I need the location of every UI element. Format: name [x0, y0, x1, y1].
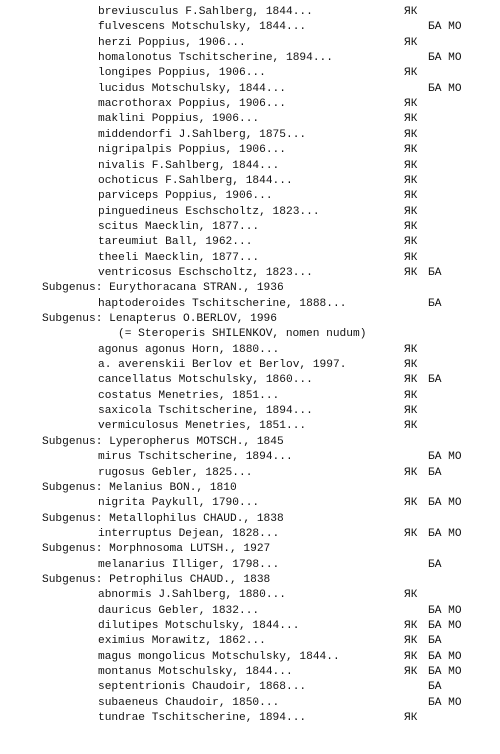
region-code-yakutia: ЯК [404, 389, 418, 402]
region-codes: БА МО [428, 451, 462, 464]
region-codes: БА [428, 681, 442, 694]
species-name: lucidus Motschulsky, 1844... [98, 82, 286, 95]
species-name: nivalis F.Sahlberg, 1844... [98, 159, 280, 172]
synonym-note [0, 326, 500, 342]
species-entry [0, 618, 500, 634]
species-entry [0, 219, 500, 235]
region-code-yakutia: ЯК [404, 67, 418, 80]
species-entry [0, 127, 500, 143]
region-code-yakutia: ЯК [404, 420, 418, 433]
region-code-yakutia: ЯК [404, 159, 418, 172]
region-code-yakutia: ЯК [404, 113, 418, 126]
species-name: haptoderoides Tschitscherine, 1888... [98, 297, 347, 310]
species-name: melanarius Illiger, 1798... [98, 558, 280, 571]
species-name: saxicola Tschitscherine, 1894... [98, 405, 313, 418]
species-name: nigripalpis Poppius, 1906... [98, 144, 286, 157]
species-name: homalonotus Tschitscherine, 1894... [98, 52, 333, 65]
region-codes: БА МО [428, 21, 462, 34]
species-entry [0, 664, 500, 680]
subgenus-name: Subgenus: Petrophilus CHAUD., 1838 [42, 573, 271, 586]
species-entry [0, 250, 500, 266]
region-code-yakutia: ЯК [404, 405, 418, 418]
region-code-yakutia: ЯК [404, 220, 418, 233]
species-name: septentrionis Chaudoir, 1868... [98, 681, 307, 694]
species-entry [0, 449, 500, 465]
region-code-yakutia: ЯК [404, 205, 418, 218]
species-name: agonus agonus Horn, 1880... [98, 343, 280, 356]
species-entry [0, 4, 500, 20]
species-name: ochoticus F.Sahlberg, 1844... [98, 174, 293, 187]
species-name: cancellatus Motschulsky, 1860... [98, 374, 313, 387]
subgenus-name: Subgenus: Eurythoracana STRAN., 1936 [42, 282, 284, 295]
region-code-yakutia: ЯК [404, 466, 418, 479]
species-entry [0, 204, 500, 220]
species-name: dauricus Gebler, 1832... [98, 604, 260, 617]
species-name: montanus Motschulsky, 1844... [98, 666, 293, 679]
species-entry [0, 403, 500, 419]
species-entry [0, 526, 500, 542]
note-text: (= Steroperis SHILENKOV, nomen nudum) [118, 328, 367, 341]
region-codes: БА [428, 466, 442, 479]
subgenus-name: Subgenus: Morphnosoma LUTSH., 1927 [42, 543, 271, 556]
species-entry [0, 388, 500, 404]
region-codes: БА МО [428, 604, 462, 617]
region-code-yakutia: ЯК [404, 98, 418, 111]
region-codes: БА МО [428, 497, 462, 510]
species-name: eximius Morawitz, 1862... [98, 635, 266, 648]
subgenus-heading [0, 311, 500, 327]
region-codes: БА [428, 635, 442, 648]
species-entry [0, 603, 500, 619]
species-name: abnormis J.Sahlberg, 1880... [98, 589, 286, 602]
region-code-yakutia: ЯК [404, 266, 418, 279]
species-entry [0, 679, 500, 695]
subgenus-heading [0, 511, 500, 527]
region-code-yakutia: ЯК [404, 527, 418, 540]
species-entry [0, 342, 500, 358]
species-entry [0, 19, 500, 35]
region-code-yakutia: ЯК [404, 359, 418, 372]
species-entry [0, 81, 500, 97]
species-entry [0, 557, 500, 573]
species-entry [0, 465, 500, 481]
species-entry [0, 495, 500, 511]
region-codes: БА МО [428, 52, 462, 65]
region-code-yakutia: ЯК [404, 589, 418, 602]
species-entry [0, 296, 500, 312]
species-entry [0, 65, 500, 81]
species-name: scitus Maecklin, 1877... [98, 220, 260, 233]
region-code-yakutia: ЯК [404, 251, 418, 264]
species-name: tundrae Tschitscherine, 1894... [98, 712, 307, 725]
region-codes: БА МО [428, 696, 462, 709]
species-entry [0, 158, 500, 174]
species-entry [0, 418, 500, 434]
region-code-yakutia: ЯК [404, 236, 418, 249]
region-code-yakutia: ЯК [404, 6, 418, 18]
species-entry [0, 173, 500, 189]
species-name: tareumiut Ball, 1962... [98, 236, 253, 249]
region-codes: БА МО [428, 650, 462, 663]
species-name: parviceps Poppius, 1906... [98, 190, 273, 203]
species-name: costatus Menetries, 1851... [98, 389, 280, 402]
subgenus-name: Subgenus: Lyperopherus MOTSCH., 1845 [42, 435, 284, 448]
species-entry [0, 649, 500, 665]
region-codes: БА [428, 297, 442, 310]
species-name: fulvescens Motschulsky, 1844... [98, 21, 307, 34]
species-name: longipes Poppius, 1906... [98, 67, 266, 80]
subgenus-heading [0, 434, 500, 450]
species-name: breviusculus F.Sahlberg, 1844... [98, 6, 313, 18]
species-entry [0, 357, 500, 373]
region-code-yakutia: ЯК [404, 190, 418, 203]
subgenus-heading [0, 572, 500, 588]
species-entry [0, 710, 500, 726]
species-name: middendorfi J.Sahlberg, 1875... [98, 128, 307, 141]
species-name: macrothorax Poppius, 1906... [98, 98, 286, 111]
species-name: vermiculosus Menetries, 1851... [98, 420, 307, 433]
species-name: subaeneus Chaudoir, 1850... [98, 696, 280, 709]
region-codes: БА [428, 374, 442, 387]
species-name: theeli Maecklin, 1877... [98, 251, 260, 264]
subgenus-name: Subgenus: Melanius BON., 1810 [42, 481, 237, 494]
species-entry [0, 372, 500, 388]
species-entry [0, 695, 500, 711]
region-code-yakutia: ЯК [404, 666, 418, 679]
region-code-yakutia: ЯК [404, 36, 418, 49]
species-name: rugosus Gebler, 1825... [98, 466, 253, 479]
subgenus-heading [0, 541, 500, 557]
species-name: maklini Poppius, 1906... [98, 113, 260, 126]
species-name: nigrita Paykull, 1790... [98, 497, 260, 510]
region-code-yakutia: ЯК [404, 620, 418, 632]
species-entry [0, 633, 500, 649]
subgenus-heading [0, 480, 500, 496]
region-code-yakutia: ЯК [404, 144, 418, 157]
species-entry [0, 96, 500, 112]
region-code-yakutia: ЯК [404, 635, 418, 648]
subgenus-name: Subgenus: Lenapterus O.BERLOV, 1996 [42, 313, 277, 325]
region-codes: БА МО [428, 666, 462, 679]
species-name: magus mongolicus Motschulsky, 1844.. [98, 650, 340, 663]
species-entry [0, 587, 500, 603]
species-entry [0, 265, 500, 281]
region-code-yakutia: ЯК [404, 128, 418, 141]
species-entry [0, 234, 500, 250]
species-name: interruptus Dejean, 1828... [98, 527, 280, 540]
species-entry [0, 142, 500, 158]
species-name: mirus Tschitscherine, 1894... [98, 451, 293, 464]
species-name: dilutipes Motschulsky, 1844... [98, 620, 300, 632]
subgenus-heading [0, 280, 500, 296]
region-codes: БА МО [428, 527, 462, 540]
species-entry [0, 35, 500, 51]
species-name: a. averenskii Berlov et Berlov, 1997. [98, 359, 347, 372]
region-codes: БА [428, 558, 442, 571]
region-code-yakutia: ЯК [404, 650, 418, 663]
region-code-yakutia: ЯК [404, 712, 418, 725]
subgenus-name: Subgenus: Metallophilus CHAUD., 1838 [42, 512, 284, 525]
region-codes: БА МО [428, 620, 462, 632]
species-entry [0, 111, 500, 127]
region-code-yakutia: ЯК [404, 343, 418, 356]
region-codes: БА МО [428, 82, 462, 95]
species-name: pinguedineus Eschscholtz, 1823... [98, 205, 320, 218]
region-codes: БА [428, 266, 442, 279]
species-entry [0, 188, 500, 204]
species-entry [0, 50, 500, 66]
region-code-yakutia: ЯК [404, 497, 418, 510]
species-name: herzi Poppius, 1906... [98, 36, 246, 49]
region-code-yakutia: ЯК [404, 374, 418, 387]
region-code-yakutia: ЯК [404, 174, 418, 187]
species-name: ventricosus Eschscholtz, 1823... [98, 266, 313, 279]
